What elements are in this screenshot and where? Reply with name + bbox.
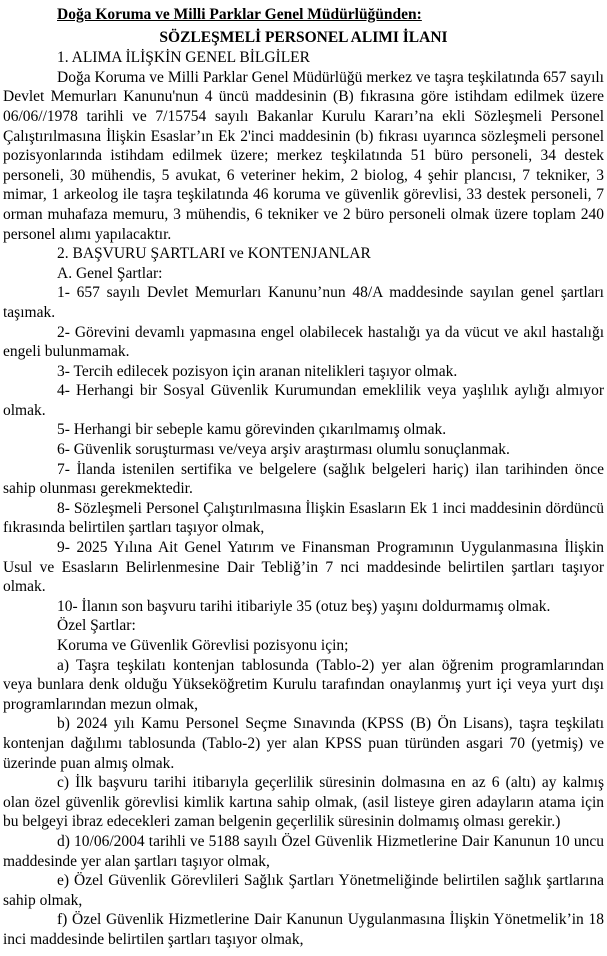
special-conditions-heading: Özel Şartlar: [57,617,136,635]
section-1-heading: 1. ALIMA İLİŞKİN GENEL BİLGİLER [57,49,310,67]
position-conditions-heading: Koruma ve Güvenlik Görevlisi pozisyonu için; [57,637,349,654]
issuing-authority-heading: Doğa Koruma ve Milli Parklar Genel Müdürlüğünden: [57,6,422,23]
general-condition-item-4: 4- Herhangi bir Sosyal Güvenlik Kurumundan emeklilik veya yaşlılık aylığı almıyor olmak. [3,382,604,419]
special-condition-item-d: d) 10/06/2004 tarihli ve 5188 sayılı Özel Güvenlik Hizmetlerine Dair Kanunun 10 uncu maddesinde yer alan şartları taşıyor olmak, [3,832,604,870]
announcement-title: SÖZLEŞMELİ PERSONEL ALIMI İLANI [159,28,448,46]
general-info-paragraph: Doğa Koruma ve Milli Parklar Genel Müdürlüğü merkez ve taşra teşkilatında 657 sayılı Devlet Memurları Kanunu'nun 4 üncü maddesinin (B) fıkrasına göre istihdam edilmek üzere 06/06//1978 tarihli ve 7/15754 sayılı Bakanlar Kurulu Kararı’na ekli Sözleşmeli Personel Çalıştırılmasına İlişkin Esaslar’ın Ek 2'inci maddesinin (b) fıkrası uyarınca sözleşmeli personel pozisyonlarında istihdam edilmek üzere; merkez teşkilatında 51 büro personeli, 34 destek personeli, 30 mühendis, 5 avukat, 6 veteriner hekim, 2 biolog, 4 şehir plancısı, 7 tekniker, 3 mimar, 1 arkeolog ile taşra teşkilatında 46 koruma ve güvenlik görevlisi, 33 destek personeli, 7 orman muhafaza memuru, 3 mühendis, 6 tekniker ve 2 büro personeli olmak üzere toplam 240 personel alımı yapılacaktır. [3,68,604,243]
special-condition-item-e: e) Özel Güvenlik Görevlileri Sağlık Şartları Yönetmeliğinde belirtilen sağlık şartlarına sahip olmak, [3,872,604,909]
general-condition-item-1: 1- 657 sayılı Devlet Memurları Kanunu’nun 48/A maddesinde sayılan genel şartları taşımak. [3,284,604,321]
general-conditions-heading: A. Genel Şartlar: [57,264,163,282]
general-condition-item-5: 5- Herhangi bir sebeple kamu görevinden çıkarılmamış olmak. [57,421,447,439]
special-condition-item-b: b) 2024 yılı Kamu Personel Seçme Sınavında (KPSS (B) Ön Lisans), taşra teşkilatı kontenjan dağılımı tablosunda (Tablo-2) yer alan KPSS puan türünden asgari 70 (yetmiş) ve üzerinde puan almış olmak. [3,715,604,772]
section-2-heading: 2. BAŞVURU ŞARTLARI ve KONTENJANLAR [57,245,371,263]
general-condition-item-8: 8- Sözleşmeli Personel Çalıştırılmasına İlişkin Esasların Ek 1 inci maddesinin dördüncü fıkrasında belirtilen şartları taşıyor olmak, [3,499,604,537]
general-condition-item-10: 10- İlanın son başvuru tarihi itibariyle 35 (otuz beş) yaşını doldurmamış olmak. [57,597,551,615]
special-condition-item-c: c) İlk başvuru tarihi itibarıyla geçerlilik süresinin dolmasına en az 6 (altı) ay kalmış olan özel güvenlik görevlisi kimlik kartına sahip olmak, (asil listeye giren adayların atama için bu belgeyi ibraz edecekleri zaman belgenin geçerlilik süresinin dolmamış olması gerekir.) [3,774,604,831]
general-condition-item-6: 6- Güvenlik soruşturması ve/veya arşiv araştırması olumlu sonuçlanmak. [57,441,510,459]
general-condition-item-7: 7- İlanda istenilen sertifika ve belgelere (sağlık belgeleri hariç) ilan tarihinden önce sahip olunması gerekmektedir. [3,460,604,498]
special-condition-item-f: f) Özel Güvenlik Hizmetlerine Dair Kanunun Uygulanmasına İlişkin Yönetmelik’in 18 inci maddesinde belirtilen şartları taşıyor olmak, [3,911,604,948]
general-condition-item-3: 3- Tercih edilecek pozisyon için aranan nitelikleri taşıyor olmak. [57,362,458,380]
special-condition-item-a: a) Taşra teşkilatı kontenjan tablosunda (Tablo-2) yer alan öğrenim programlarından veya bunlara denk olduğu Yükseköğretim Kurulu tarafından onaylanmış yurt içi veya yurt dışı programlarından mezun olmak, [3,656,604,713]
general-condition-item-2: 2- Görevini devamlı yapmasına engel olabilecek hastalığı ya da vücut ve akıl hastalığı engeli bulunmamak. [3,323,604,361]
general-condition-item-9: 9- 2025 Yılına Ait Genel Yatırım ve Finansman Programının Uygulanmasına İlişkin Usul ve Esasların Belirlenmesine Dair Tebliğ’in 7 nci maddesinde belirtilen şartları taşıyor olmak. [3,539,604,596]
